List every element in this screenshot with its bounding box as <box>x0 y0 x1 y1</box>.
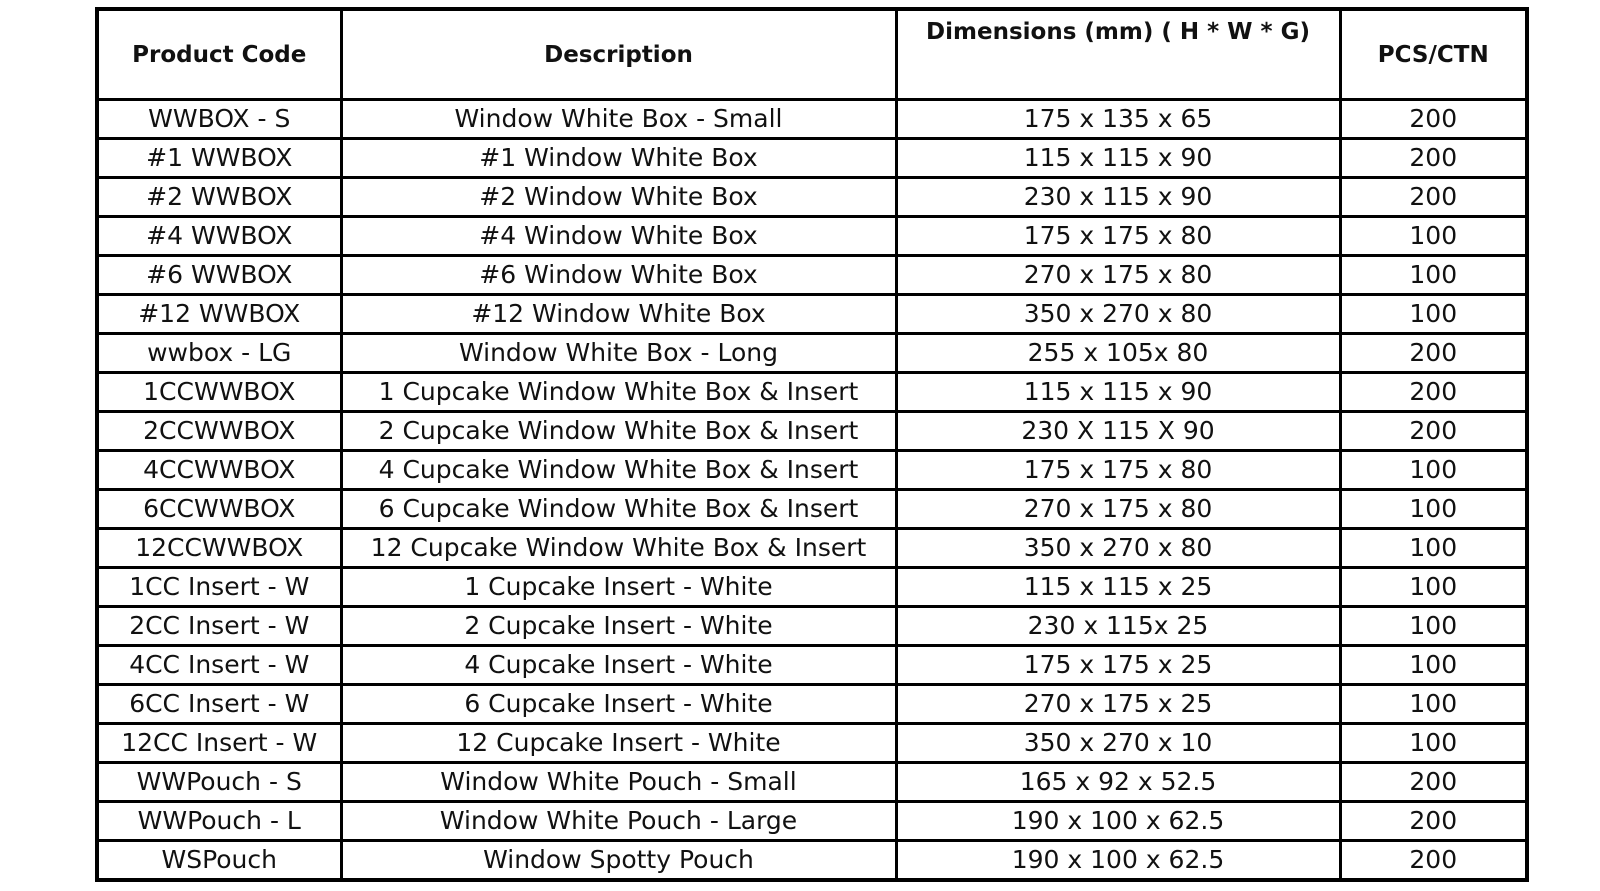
cell-dimensions: 350 x 270 x 80 <box>896 295 1340 334</box>
cell-product-code: 6CCWWBOX <box>97 490 341 529</box>
cell-product-code: 2CC Insert - W <box>97 607 341 646</box>
cell-pcs-ctn: 100 <box>1340 568 1527 607</box>
cell-dimensions: 175 x 175 x 80 <box>896 451 1340 490</box>
table-row <box>97 178 1527 217</box>
cell-description: #4 Window White Box <box>341 217 896 256</box>
cell-description: #2 Window White Box <box>341 178 896 217</box>
cell-description: 12 Cupcake Insert - White <box>341 724 896 763</box>
cell-description: 2 Cupcake Window White Box & Insert <box>341 412 896 451</box>
cell-description: Window White Pouch - Large <box>341 802 896 841</box>
cell-dimensions: 190 x 100 x 62.5 <box>896 802 1340 841</box>
cell-product-code: 12CCWWBOX <box>97 529 341 568</box>
table-row <box>97 256 1527 295</box>
cell-pcs-ctn: 100 <box>1340 724 1527 763</box>
table-row <box>97 802 1527 841</box>
cell-product-code: 2CCWWBOX <box>97 412 341 451</box>
cell-dimensions: 255 x 105x 80 <box>896 334 1340 373</box>
cell-description: 6 Cupcake Window White Box & Insert <box>341 490 896 529</box>
product-table <box>95 7 1529 882</box>
header-pcs-ctn: PCS/CTN <box>1340 9 1527 100</box>
header-row <box>97 9 1527 100</box>
cell-product-code: 4CCWWBOX <box>97 451 341 490</box>
cell-description: 6 Cupcake Insert - White <box>341 685 896 724</box>
cell-pcs-ctn: 200 <box>1340 334 1527 373</box>
table-row <box>97 451 1527 490</box>
cell-dimensions: 115 x 115 x 25 <box>896 568 1340 607</box>
cell-product-code: #4 WWBOX <box>97 217 341 256</box>
cell-description: 4 Cupcake Window White Box & Insert <box>341 451 896 490</box>
header-product-code: Product Code <box>97 9 341 100</box>
cell-product-code: 12CC Insert - W <box>97 724 341 763</box>
cell-product-code: WWBOX - S <box>97 100 341 139</box>
cell-product-code: WWPouch - L <box>97 802 341 841</box>
cell-pcs-ctn: 200 <box>1340 412 1527 451</box>
cell-description: 4 Cupcake Insert - White <box>341 646 896 685</box>
table-row <box>97 646 1527 685</box>
cell-dimensions: 350 x 270 x 80 <box>896 529 1340 568</box>
cell-product-code: #12 WWBOX <box>97 295 341 334</box>
cell-description: #6 Window White Box <box>341 256 896 295</box>
cell-description: #1 Window White Box <box>341 139 896 178</box>
table-header <box>97 9 1527 100</box>
table-row <box>97 841 1527 881</box>
cell-product-code: wwbox - LG <box>97 334 341 373</box>
cell-pcs-ctn: 100 <box>1340 295 1527 334</box>
cell-dimensions: 165 x 92 x 52.5 <box>896 763 1340 802</box>
cell-pcs-ctn: 100 <box>1340 529 1527 568</box>
table-row <box>97 412 1527 451</box>
cell-product-code: #2 WWBOX <box>97 178 341 217</box>
table-row <box>97 139 1527 178</box>
table-row <box>97 724 1527 763</box>
cell-description: 1 Cupcake Insert - White <box>341 568 896 607</box>
cell-pcs-ctn: 200 <box>1340 100 1527 139</box>
header-dimensions: Dimensions (mm) ( H * W * G) <box>896 9 1340 100</box>
cell-dimensions: 115 x 115 x 90 <box>896 139 1340 178</box>
cell-dimensions: 350 x 270 x 10 <box>896 724 1340 763</box>
cell-dimensions: 230 X 115 X 90 <box>896 412 1340 451</box>
table-row <box>97 373 1527 412</box>
cell-pcs-ctn: 100 <box>1340 646 1527 685</box>
cell-pcs-ctn: 100 <box>1340 217 1527 256</box>
cell-pcs-ctn: 200 <box>1340 841 1527 881</box>
cell-pcs-ctn: 200 <box>1340 178 1527 217</box>
table-row <box>97 568 1527 607</box>
cell-product-code: #1 WWBOX <box>97 139 341 178</box>
table-row <box>97 490 1527 529</box>
cell-description: #12 Window White Box <box>341 295 896 334</box>
header-description: Description <box>341 9 896 100</box>
cell-product-code: 6CC Insert - W <box>97 685 341 724</box>
cell-description: Window White Box - Small <box>341 100 896 139</box>
table-row <box>97 763 1527 802</box>
table-row <box>97 295 1527 334</box>
cell-pcs-ctn: 200 <box>1340 763 1527 802</box>
table-row <box>97 607 1527 646</box>
cell-dimensions: 175 x 175 x 25 <box>896 646 1340 685</box>
cell-pcs-ctn: 100 <box>1340 256 1527 295</box>
cell-pcs-ctn: 200 <box>1340 139 1527 178</box>
cell-pcs-ctn: 100 <box>1340 685 1527 724</box>
product-table-container <box>95 7 1525 882</box>
cell-product-code: #6 WWBOX <box>97 256 341 295</box>
cell-dimensions: 115 x 115 x 90 <box>896 373 1340 412</box>
cell-description: 2 Cupcake Insert - White <box>341 607 896 646</box>
cell-product-code: 4CC Insert - W <box>97 646 341 685</box>
cell-pcs-ctn: 200 <box>1340 373 1527 412</box>
cell-dimensions: 270 x 175 x 25 <box>896 685 1340 724</box>
table-row <box>97 217 1527 256</box>
table-body <box>97 100 1527 881</box>
cell-dimensions: 175 x 175 x 80 <box>896 217 1340 256</box>
cell-description: Window White Pouch - Small <box>341 763 896 802</box>
cell-pcs-ctn: 100 <box>1340 490 1527 529</box>
table-row <box>97 685 1527 724</box>
table-row <box>97 529 1527 568</box>
table-row <box>97 334 1527 373</box>
table-row <box>97 100 1527 139</box>
cell-description: Window White Box - Long <box>341 334 896 373</box>
cell-dimensions: 230 x 115 x 90 <box>896 178 1340 217</box>
cell-description: 1 Cupcake Window White Box & Insert <box>341 373 896 412</box>
cell-product-code: 1CCWWBOX <box>97 373 341 412</box>
cell-dimensions: 190 x 100 x 62.5 <box>896 841 1340 881</box>
cell-pcs-ctn: 100 <box>1340 607 1527 646</box>
cell-product-code: WWPouch - S <box>97 763 341 802</box>
cell-product-code: WSPouch <box>97 841 341 881</box>
cell-pcs-ctn: 200 <box>1340 802 1527 841</box>
cell-dimensions: 175 x 135 x 65 <box>896 100 1340 139</box>
cell-product-code: 1CC Insert - W <box>97 568 341 607</box>
cell-description: Window Spotty Pouch <box>341 841 896 881</box>
cell-pcs-ctn: 100 <box>1340 451 1527 490</box>
cell-description: 12 Cupcake Window White Box & Insert <box>341 529 896 568</box>
cell-dimensions: 230 x 115x 25 <box>896 607 1340 646</box>
cell-dimensions: 270 x 175 x 80 <box>896 256 1340 295</box>
cell-dimensions: 270 x 175 x 80 <box>896 490 1340 529</box>
